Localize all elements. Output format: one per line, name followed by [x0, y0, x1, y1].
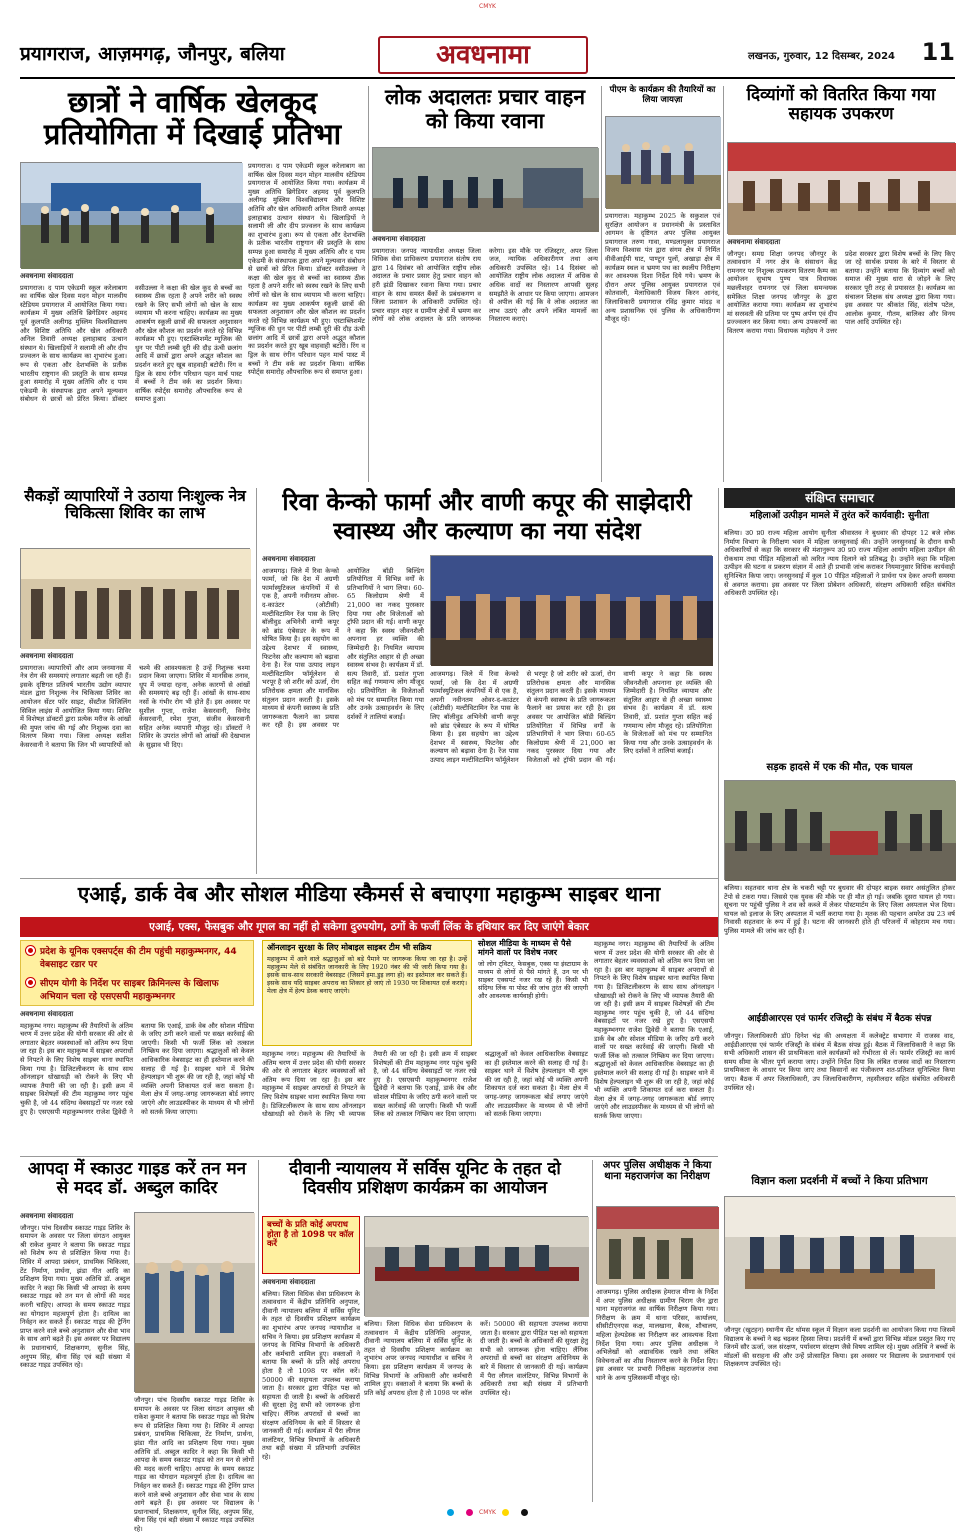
cyber-inset-2 [478, 940, 588, 1046]
briefs-header [724, 488, 955, 508]
briefs-text: बलिया। उ0 प्र0 राज्य महिला आयोग सुनीता श्रीवास्तव ने बुधवार की दोपहर 12 बजे लोक निर्माण विभाग के निरीक्षण भवन में महिला जनसुनवाई की। उन्होंने जनसुनवाई के दौरान सभी अधिकारियों से कहा कि सरकार की मंशानुरूप उ0 प्र0 राज्य महिला आयोग महिला उत्पीड़न की रोकथाम तथा पीड़ित महिलाओं को त्वरित न्याय दिलाने को प्रतिबद्ध है। उन्होंने कहा कि महिला उत्पीड़न की घटना व प्रकरण संज्ञान में आते ही प्रभावी जांच कराकर नियमानुसार विधिक कार्यवाही सुनिश्चित किया जाए। जनसुनवाई में कुल 10 पीड़ित महिलाओं ने प्रार्थना पत्र देकर अपनी समस्या से अवगत कराया। इस अवसर पर जिला प्रोबेशन अधिकारी, संरक्षण अधिकारी सहित संबंधित अधिकारी उपस्थित रहे। [724, 529, 955, 598]
eye-camp-text: प्रयागराज। व्यापारियों और आम जनमानस में नेत्र रोग की समस्याएं लगातार बढ़ती जा रही हैं। इसके दृष्टिगत प्रतिवर्ष भारतीय उद्योग व्यापार मंडल द्वारा निशुल्क नेत्र चिकित्सा शिविर का आयोजन सेंटर फॉर साइट, सेंस्टीज विजिलिंग सिविल लाइंस में आयोजित किया गया। शिविर में विशेषज्ञ डॉक्टरों द्वारा प्रत्येक मरीज के आंखों की मुफ्त जांच की गई और निशुल्क दवा का वितरण किया गया। जिला अध्यक्ष सतीश केसरवानी ने बताया कि जिन भी व्यापारियों को चश्मे की आवश्यकता है उन्हें निशुल्क चश्मा प्रदान किया जाएगा। शिविर में मानसिक तनाव, धूप में ज्यादा रहना, अनेक कारणों से आंखों की समस्याएं बढ़ रही हैं। आंखों के साथ-साथ नसों के गंभीर रोग भी होते हैं। इस अवसर पर सुशील गुप्ता, राजेश केसरवानी, विनोद केसरवानी, रमेश गुप्ता, संजीव केसरवानी सहित अनेक व्यापारी मौजूद रहे। डॉक्टरों ने शिविर के उपरांत लोगों को आंखों की देखभाल के सुझाव भी दिए। [20, 663, 250, 749]
sports-headline-block [20, 86, 365, 160]
sports-headline: छात्रों ने वार्षिक खेलकूद प्रतियोगिता में दिखाई प्रतिभा [43, 85, 342, 152]
civil-court-body-left [262, 1278, 360, 1502]
divyang-headline-block [727, 86, 955, 140]
kenko-body-right [430, 670, 712, 874]
pm-visit-headline: पीएम के कार्यक्रम की तैयारियों का लिया जायज़ा [609, 85, 716, 105]
cyber-headline-block [20, 883, 718, 915]
eye-camp-photo [20, 548, 250, 648]
accident-headline: सड़क हादसे में एक की मौत, एक घायल [766, 762, 913, 773]
bullet-icon [26, 946, 35, 955]
cyber-bullet-1-text: प्रदेश के यूनिक एक्सपर्ट्स की टीम पहुंची महाकुम्भनगर, 44 वेबसाइट रडार पर [40, 947, 237, 970]
lok-adalat-headline-block [372, 86, 598, 146]
divyang-headline: दिव्यांगों को वितरित किया गया सहायक उपकरण [746, 85, 936, 125]
briefs-body [724, 529, 955, 759]
cyber-body-mid [262, 1050, 588, 1152]
civil-court-callout [262, 1216, 360, 1274]
column-rule [718, 488, 719, 988]
kenko-byline: अवधनामा संवाददाता [262, 555, 316, 563]
cyber-banner-text: एआई, एक्स, फेसबुक और गूगल का नहीं हो सकेगा दुरुपयोग, ठगों के फर्जी लिंक के हथियार कर दिए जाएंगे बेकार [149, 921, 589, 933]
section-rule [20, 1156, 718, 1157]
sp-photo [596, 1206, 718, 1284]
kenko-photo [430, 555, 712, 665]
civil-court-headline: दीवानी न्यायालय में सर्विस यूनिट के तहत दो दिवसीय प्रशिक्षण कार्यक्रम का आयोजन [289, 1159, 561, 1199]
column-rule [256, 488, 257, 874]
civil-court-text-left: बलिया। जिला विधिक सेवा प्राधिकरण के तत्वावधान में केंद्रीय प्रतिनिधि अनुपाल, दीवानी न्यायालय बलिया में सर्विस यूनिट के तहत दो दिवसीय प्रशिक्षण कार्यक्रम का शुभारंभ अपर जनपद न्यायाधीश व सचिव ने किया। इस प्रशिक्षण कार्यक्रम में जनपद के विभिन्न विभागों के अधिकारी और कर्मचारी शामिल हुए। वक्ताओं ने बताया कि बच्चों के प्रति कोई अपराध होता है तो 1098 पर कॉल करें। 50000 की सहायता उपलब्ध कराया जाता है। सरकार द्वारा पीड़ित पक्ष को सहायता दी जाती है। बच्चों के अधिकारों की सुरक्षा हेतु सभी को जागरूक होना चाहिए। लैंगिक अपराधों से बच्चों का संरक्षण अधिनियम के बारे में विस्तार से जानकारी दी गई। कार्यक्रम में पैरा लीगल वालंटियर, विभिन्न विभागों के अधिकारी तथा बड़ी संख्या में प्रतिभागी उपस्थित रहे। [262, 1289, 360, 1461]
farmer-body [724, 1032, 955, 1172]
cyber-bullets [20, 940, 254, 1006]
divyang-text: जौनपुर। समग्र शिक्षा जनपद जौनपुर के तत्वावधान में नगर क्षेत्र के संसाधन केंद्र रामनगर पर निशुल्क उपकरण वितरण कैम्प का आयोजन सुभाष पुण्य पात्र विधायक मछलीशहर रामनगर एवं जिला समन्वयक समेकित शिक्षा जनपद जौनपुर के द्वारा आयोजित कराया गया। कार्यक्रम का शुभारंभ मां सरस्वती की प्रतिमा पर पुष्प अर्पण एवं दीप प्रज्ज्वलन कर किया गया। अन्य उपकरणों का वितरण कराया गया। विधायक महोदय ने उत्तर प्रदेश सरकार द्वारा विशेष बच्चों के लिए किए जा रहे सार्थक प्रयास के बारे में विस्तार से बताया। उन्होंने बताया कि दिव्यांग बच्चों को समाज की मुख्य धारा से जोड़ने के लिए सरकार पूरी तरह से प्रयासरत है। कार्यक्रम का संचालन शिक्षक संघ अध्यक्ष द्वारा किया गया। इस अवसर पर श्रीकांत सिंह, संतोष पटेल, आलोक कुमार, गौतम, बालिका और विनय पाल आदि उपस्थित रहे। [727, 249, 955, 335]
cyan-dot-icon [447, 1509, 454, 1516]
science-headline-block [724, 1176, 955, 1194]
farmer-text: जौनपुर। जिलाधिकारी डॉ0 दिनेश चंद्र की अध्यक्षता में कलेक्ट्रेट सभागार में राजस्व वाद, आईडीआरएस एवं फार्मर रजिस्ट्री के संबंध में बैठक संपन्न हुई। बैठक में जिलाधिकारी ने कहा कि सभी अधिकारी शासन की प्राथमिकता वाले कार्यक्रमों को गंभीरता से लें। फार्मर रजिस्ट्री का कार्य समय सीमा के भीतर पूर्ण कराया जाए। उन्होंने निर्देश दिया कि लंबित राजस्व वादों का निस्तारण प्राथमिकता के आधार पर किया जाए तथा किसानों का पंजीकरण शत-प्रतिशत सुनिश्चित किया जाए। बैठक में अपर जिलाधिकारी, उप जिलाधिकारीगण, तहसीलदार सहित संबंधित अधिकारी उपस्थित रहे। [724, 1032, 955, 1092]
scout-text-left: जौनपुर। पांच दिवसीय स्काउट गाइड शिविर के समापन के अवसर पर जिला संगठन आयुक्त श्री राकेश कुमार ने बताया कि स्काउट गाइड को विशेष रूप से प्रशिक्षित किया गया है। शिविर में आपदा प्रबंधन, प्राथमिक चिकित्सा, टेंट निर्माण, प्रार्थना, झंडा गीत आदि का प्रशिक्षण दिया गया। मुख्य अतिथि डॉ. अब्दुल कादिर ने कहा कि किसी भी आपदा के समय स्काउट गाइड को तन मन से लोगों की मदद करनी चाहिए। आपदा के समय स्काउट गाइड का योगदान महत्वपूर्ण होता है। दायित्व का निर्वहन कर सकते हैं। स्काउट गाइड की ट्रेनिंग प्राप्त करने वाले बच्चे अनुशासन और सेवा भाव के साथ आगे बढ़ते हैं। इस अवसर पर विद्यालय के प्रधानाचार्य, शिक्षकगण, सुनील सिंह, अनुपम सिंह, बीना सिंह एवं बड़ी संख्या में स्काउट गाइड उपस्थित रहे। [20, 1223, 130, 1370]
cyber-inset-1-text: महाकुम्भ में आने वाले श्रद्धालुओं को बड़े पैमाने पर जागरूक किया जा रहा है। उन्हें महाकुम्भ मेले से संबंधित जानकारी के लिए 1920 नंबर की भी जारी किया गया है। इसके साथ-साथ सरकारी वेबसाइट (जिसमें इमा.डुइ लगा हो) का इस्तेमाल कर सकते हैं। इसके साथ यदि साइबर अपराध का शिकार हो जाएं तो 1930 पर शिकायत दर्ज कराएं। मेला क्षेत्र में हेल्प डेस्क बनाए जाएंगे। [267, 954, 467, 995]
eye-camp-headline-block [20, 488, 250, 546]
cyber-body-left [20, 1010, 254, 1152]
scout-photo [134, 1212, 254, 1392]
accident-photo [724, 780, 955, 880]
cyber-inset-2-title: सोशल मीडिया के माध्यम से पैसे मांगने वालों पर विशेष नजर [478, 939, 571, 957]
sp-body [596, 1288, 718, 1502]
kenko-body-left [262, 555, 424, 874]
kenko-headline-block [262, 488, 712, 548]
accident-headline-block [724, 762, 955, 778]
sports-photo [20, 162, 242, 268]
scout-byline: अवधनामा संवाददाता [20, 1212, 74, 1220]
sports-text: प्रयागराज। द पाम एकेडमी स्कूल करेलाबाग का वार्षिक खेल दिवस मदन मोहन मालवीय स्टेडियम प्रयागराज में आयोजित किया गया। कार्यक्रम में मुख्य अतिथि ब्रिगेडियर अहमद पूर्व कुलपति अलीगढ़ मुस्लिम विश्वविद्यालय और विशिष्ट अतिथि और खेल अधिकारी अनिल तिवारी अध्यक्ष इलाहाबाद उत्थान संस्थान थे। खिलाड़ियों ने सलामी ली और दीप प्रज्वलन के साथ कार्यक्रम का शुभारंभ हुआ। रूप से एकता और देशभक्ति के प्रतीक भारतीय राष्ट्रगान की प्रस्तुति के साथ सम्पन्न हुआ समारोह में मुख्य अतिथि और द पाम एकेडमी के संस्थापक द्वारा अपने मूल्यवान संबोधन से छात्रों को प्रेरित किया। डॉक्टर वसीउल्ला ने कक्षा की खेल कूद से बच्चों का स्वास्थ्य ठीक रहता है अपने शरीर को स्वस्थ रखने के लिए सभी लोगों को खेल के साथ व्यायाम भी करना चाहिए। कार्यक्रम का मुख्य आकर्षण स्कूली छात्रों की सफलता अनुशासन और खेल कौशल का प्रदर्शन करते रहे विभिन्न कार्यक्रम भी हुए। एस्टाब्लिशमेंट म्यूजिक की धुन पर पीटी लम्बी दूरी की दौड़ ऊंची छलांग आदि में छात्रों द्वारा अपने अद्भुत कौशल का प्रदर्शन करते हुए खूब वाहवाही बटोरी। रिंग व ड्रिल के साथ रंगीन परिधान पहन मार्च पास्ट में बच्चों ने टीम वर्क का प्रदर्शन किया। वार्षिक स्पोर्ट्स समारोह औपचारिक रूप से समाप्त हुआ। [20, 283, 242, 404]
cyber-text-mid: महाकुम्भ नगर। महाकुम्भ की तैयारियों के अंतिम चरण में उत्तर प्रदेश की योगी सरकार की ओर से लगातार बेहतर व्यवस्थाओं को अंतिम रूप दिया जा रहा है। इस बार महाकुम्भ में साइबर अपराधों से निपटने के लिए विशेष साइबर थाना स्थापित किया गया है। डिजिटलीकरण के साथ साथ ऑनलाइन धोखाधड़ी को रोकने के लिए भी व्यापक तैयारी की जा रही है। इसी क्रम में साइबर विशेषज्ञों की टीम महाकुम्भ नगर पहुंच चुकी है, जो 44 संदिग्ध वेबसाइटों पर नजर रखे हुए है। एसएसपी महाकुम्भनगर राजेश द्विवेदी ने बताया कि एआई, डार्क वेब और सोशल मीडिया के जरिए ठगी करने वालों पर सख्त कार्रवाई की जाएगी। किसी भी फर्जी लिंक को तत्काल निष्क्रिय कर दिया जाएगा। श्रद्धालुओं को केवल आधिकारिक वेबसाइट का ही इस्तेमाल करने की सलाह दी गई है। साइबर थाने में विशेष हेल्पलाइन भी शुरू की जा रही है, जहां कोई भी व्यक्ति अपनी शिकायत दर्ज करा सकता है। मेला क्षेत्र में जगह-जगह जागरूकता बोर्ड लगाए जाएंगे और लाउडस्पीकर के माध्यम से भी लोगों को सतर्क किया जाएगा। [262, 1050, 588, 1119]
kenko-text-right: आजमगढ़। जिले में रिवा केन्को फार्मा, जो कि देश में अग्रणी फार्मास्युटिकल कंपनियों में से एक है, अपनी नवीनतम ओवर-द-काउंटर (ओटीसी) मल्टीविटामिन रेंज पास के लिए बॉलीवुड अभिनेत्री वाणी कपूर को ब्रांड एंबेसडर के रूप में घोषित किया है। इस सहयोग का उद्देश्य देशभर में स्वास्थ्य, फिटनेस और कल्याण को बढ़ावा देना है। रेंज पास उत्पाद लाइन मल्टीविटामिन फॉर्मूलेशन से भरपूर है जो शरीर को ऊर्जा, रोग प्रतिरोधक क्षमता और मानसिक संतुलन प्रदान करती है। इसके माध्यम से कंपनी स्वास्थ्य के प्रति जागरूकता फैलाने का प्रयास कर रही है। इस अवसर पर आयोजित बॉडी बिल्डिंग प्रतियोगिता में विभिन्न वर्गों के प्रतिभागियों ने भाग लिया। 60-65 किलोग्राम श्रेणी में 21,000 का नकद पुरस्कार दिया गया और विजेताओं को ट्रॉफी प्रदान की गई। वाणी कपूर ने कहा कि स्वस्थ जीवनशैली अपनाना हर व्यक्ति की जिम्मेदारी है। नियमित व्यायाम और संतुलित आहार से ही अच्छा स्वास्थ्य संभव है। कार्यक्रम में डॉ. सत्य तिवारी, डॉ. प्रशांत गुप्ता सहित कई गणमान्य लोग मौजूद रहे। प्रतियोगिता के विजेताओं को मंच पर सम्मानित किया गया और उनके उत्साहवर्धन के लिए दर्शकों ने तालियां बजाईं। [430, 670, 712, 764]
sports-body [20, 272, 242, 482]
eye-camp-byline: अवधनामा संवाददाता [20, 652, 74, 660]
briefs-subhead-block [724, 511, 955, 527]
divyang-body [727, 238, 955, 482]
cyber-banner [20, 917, 718, 937]
civil-court-callout-text: बच्चों के प्रति कोई अपराध होता है तो 1098 पर कॉल करें [267, 1220, 354, 1250]
science-text: जौनपुर (खुटहन) स्थानीय सेंट थॉमस स्कूल में विज्ञान कला प्रदर्शनी का आयोजन किया गया जिसमें विद्यालय के बच्चों ने बढ़ चढ़कर हिस्सा लिया। प्रदर्शनी में बच्चों द्वारा विभिन्न मॉडल प्रस्तुत किए गए जिनमें सौर ऊर्जा, जल संरक्षण, पर्यावरण संरक्षण जैसे विषय शामिल रहे। मुख्य अतिथि ने बच्चों के मॉडलों की सराहना की और उन्हें प्रोत्साहित किया। इस अवसर पर विद्यालय के प्रधानाचार्य एवं शिक्षकगण उपस्थित रहे। [724, 1326, 955, 1369]
bullet-icon [26, 978, 35, 987]
lok-adalat-byline: अवधनामा संवाददाता [372, 235, 426, 243]
section-rule [20, 878, 718, 879]
civil-court-text-right: बलिया। जिला विधिक सेवा प्राधिकरण के तत्वावधान में केंद्रीय प्रतिनिधि अनुपाल, दीवानी न्यायालय बलिया में सर्विस यूनिट के तहत दो दिवसीय प्रशिक्षण कार्यक्रम का शुभारंभ अपर जनपद न्यायाधीश व सचिव ने किया। इस प्रशिक्षण कार्यक्रम में जनपद के विभिन्न विभागों के अधिकारी और कर्मचारी शामिल हुए। वक्ताओं ने बताया कि बच्चों के प्रति कोई अपराध होता है तो 1098 पर कॉल करें। 50000 की सहायता उपलब्ध कराया जाता है। सरकार द्वारा पीड़ित पक्ष को सहायता दी जाती है। बच्चों के अधिकारों की सुरक्षा हेतु सभी को जागरूक होना चाहिए। लैंगिक अपराधों से बच्चों का संरक्षण अधिनियम के बारे में विस्तार से जानकारी दी गई। कार्यक्रम में पैरा लीगल वालंटियर, विभिन्न विभागों के अधिकारी तथा बड़ी संख्या में प्रतिभागी उपस्थित रहे। [364, 1320, 588, 1397]
printer-mark-bottom: CMYK [479, 1508, 496, 1516]
magenta-dot-icon [466, 1509, 473, 1516]
pm-visit-body [605, 212, 720, 482]
cyber-text-left: महाकुम्भ नगर। महाकुम्भ की तैयारियों के अंतिम चरण में उत्तर प्रदेश की योगी सरकार की ओर से लगातार बेहतर व्यवस्थाओं को अंतिम रूप दिया जा रहा है। इस बार महाकुम्भ में साइबर अपराधों से निपटने के लिए विशेष साइबर थाना स्थापित किया गया है। डिजिटलीकरण के साथ साथ ऑनलाइन धोखाधड़ी को रोकने के लिए भी व्यापक तैयारी की जा रही है। इसी क्रम में साइबर विशेषज्ञों की टीम महाकुम्भ नगर पहुंच चुकी है, जो 44 संदिग्ध वेबसाइटों पर नजर रखे हुए है। एसएसपी महाकुम्भनगर राजेश द्विवेदी ने बताया कि एआई, डार्क वेब और सोशल मीडिया के जरिए ठगी करने वालों पर सख्त कार्रवाई की जाएगी। किसी भी फर्जी लिंक को तत्काल निष्क्रिय कर दिया जाएगा। श्रद्धालुओं को केवल आधिकारिक वेबसाइट का ही इस्तेमाल करने की सलाह दी गई है। साइबर थाने में विशेष हेल्पलाइन भी शुरू की जा रही है, जहां कोई भी व्यक्ति अपनी शिकायत दर्ज करा सकता है। मेला क्षेत्र में जगह-जगह जागरूकता बोर्ड लगाए जाएंगे और लाउडस्पीकर के माध्यम से भी लोगों को सतर्क किया जाएगा। [20, 1021, 254, 1116]
accident-body [724, 884, 955, 1010]
cyber-bullet-1 [21, 941, 253, 973]
science-photo [724, 1196, 955, 1322]
lok-adalat-headline: लोक अदालतः प्रचार वाहन को किया रवाना [384, 85, 586, 133]
column-rule [368, 86, 369, 482]
cyber-byline: अवधनामा संवाददाता [20, 1010, 74, 1018]
civil-court-body-right [364, 1320, 588, 1502]
eye-camp-headline: सैकड़ों व्यापारियों ने उठाया निःशुल्क नेत्र चिकित्सा शिविर का लाभ [24, 487, 246, 523]
lok-adalat-body [372, 235, 598, 482]
pm-visit-photo [605, 116, 720, 208]
pm-visit-text: प्रयागराज। महाकुम्भ 2025 के सकुशल एवं सुरक्षित आयोजन व प्रधानमंत्री के प्रस्तावित आगमन के दृष्टिगत अपर पुलिस आयुक्त प्रयागराज तरुण गावा, मण्डलायुक्त प्रयागराज विजय विश्वास पंत द्वारा संगम क्षेत्र में निर्मित वीवीआईपी घाट, पाण्टून पुलों, अखाड़ा क्षेत्र में कार्यक्रम स्थल व भ्रमण पथ का स्थलीय निरीक्षण कर आवश्यक दिशा निर्देश दिये गये। भ्रमण के दौरान अपर पुलिस आयुक्त प्रयागराज एवं कोतवाली, मेलाधिकारी विजय किरन आनंद, जिलाधिकारी प्रयागराज रविंद्र कुमार मांदड़ व अन्य प्रशासनिक एवं पुलिस के अधिकारीगण मौजूद रहे। [605, 212, 720, 324]
civil-court-byline: अवधनामा संवाददाता [262, 1278, 316, 1286]
science-headline: विज्ञान कला प्रदर्शनी में बच्चों ने किया प्रतिभाग [751, 1175, 928, 1187]
column-rule [258, 1160, 259, 1502]
science-body [724, 1326, 955, 1502]
black-dot-icon [521, 1509, 528, 1516]
kenko-text-left: आजमगढ़। जिले में रिवा केन्को फार्मा, जो कि देश में अग्रणी फार्मास्युटिकल कंपनियों में से एक है, अपनी नवीनतम ओवर-द-काउंटर (ओटीसी) मल्टीविटामिन रेंज पास के लिए बॉलीवुड अभिनेत्री वाणी कपूर को ब्रांड एंबेसडर के रूप में घोषित किया है। इस सहयोग का उद्देश्य देशभर में स्वास्थ्य, फिटनेस और कल्याण को बढ़ावा देना है। रेंज पास उत्पाद लाइन मल्टीविटामिन फॉर्मूलेशन से भरपूर है जो शरीर को ऊर्जा, रोग प्रतिरोधक क्षमता और मानसिक संतुलन प्रदान करती है। इसके माध्यम से कंपनी स्वास्थ्य के प्रति जागरूकता फैलाने का प्रयास कर रही है। इस अवसर पर आयोजित बॉडी बिल्डिंग प्रतियोगिता में विभिन्न वर्गों के प्रतिभागियों ने भाग लिया। 60-65 किलोग्राम श्रेणी में 21,000 का नकद पुरस्कार दिया गया और विजेताओं को ट्रॉफी प्रदान की गई। वाणी कपूर ने कहा कि स्वस्थ जीवनशैली अपनाना हर व्यक्ति की जिम्मेदारी है। नियमित व्यायाम और संतुलित आहार से ही अच्छा स्वास्थ्य संभव है। कार्यक्रम में डॉ. सत्य तिवारी, डॉ. प्रशांत गुप्ता सहित कई गणमान्य लोग मौजूद रहे। प्रतियोगिता के विजेताओं को मंच पर सम्मानित किया गया और उनके उत्साहवर्धन के लिए दर्शकों ने तालियां बजाईं। [262, 566, 424, 730]
divyang-photo [727, 142, 955, 234]
kenko-headline: रिवा केन्को फार्मा और वाणी कपूर की साझेदारी स्वास्थ्य और कल्याण का नया संदेश [282, 488, 692, 545]
cyber-bullet-2 [21, 973, 253, 1005]
cyber-inset-1 [262, 940, 472, 1046]
sp-text: आजमगढ़। पुलिस अधीक्षक हेमराज मीणा के निर्देश में अपर पुलिस अधीक्षक ग्रामीण चिराग जैन द्वारा थाना महराजगंज का वार्षिक निरीक्षण किया गया। निरीक्षण के क्रम में थाना परिसर, कार्यालय, सीसीटीएनएस कक्ष, मालखाना, बैरक, शौचालय, महिला हेल्पडेस्क का निरीक्षण कर आवश्यक दिशा निर्देश दिया गया। अपर पुलिस अधीक्षक ने अभिलेखों को अद्यावधिक रखने तथा लंबित विवेचनाओं का शीघ्र निस्तारण करने के निर्देश दिए। इस अवसर पर प्रभारी निरीक्षक महराजगंज तथा थाने के अन्य पुलिसकर्मी मौजूद रहे। [596, 1288, 718, 1382]
scout-headline-block [20, 1160, 254, 1208]
section-title: प्रयागराज, आज़मगढ़, जौनपुर, बलिया [20, 43, 285, 65]
scout-body-right [134, 1396, 254, 1533]
briefs-subheadline: महिलाओं उत्पीड़न मामले में तुरंत करें कार्यवाही: सुनीता [750, 511, 929, 521]
eye-camp-body [20, 652, 250, 874]
cyber-text-right: महाकुम्भ नगर। महाकुम्भ की तैयारियों के अंतिम चरण में उत्तर प्रदेश की योगी सरकार की ओर से लगातार बेहतर व्यवस्थाओं को अंतिम रूप दिया जा रहा है। इस बार महाकुम्भ में साइबर अपराधों से निपटने के लिए विशेष साइबर थाना स्थापित किया गया है। डिजिटलीकरण के साथ साथ ऑनलाइन धोखाधड़ी को रोकने के लिए भी व्यापक तैयारी की जा रही है। इसी क्रम में साइबर विशेषज्ञों की टीम महाकुम्भ नगर पहुंच चुकी है, जो 44 संदिग्ध वेबसाइटों पर नजर रखे हुए है। एसएसपी महाकुम्भनगर राजेश द्विवेदी ने बताया कि एआई, डार्क वेब और सोशल मीडिया के जरिए ठगी करने वालों पर सख्त कार्रवाई की जाएगी। किसी भी फर्जी लिंक को तत्काल निष्क्रिय कर दिया जाएगा। श्रद्धालुओं को केवल आधिकारिक वेबसाइट का ही इस्तेमाल करने की सलाह दी गई है। साइबर थाने में विशेष हेल्पलाइन भी शुरू की जा रही है, जहां कोई भी व्यक्ति अपनी शिकायत दर्ज करा सकता है। मेला क्षेत्र में जगह-जगह जागरूकता बोर्ड लगाए जाएंगे और लाउडस्पीकर के माध्यम से भी लोगों को सतर्क किया जाएगा। [594, 940, 714, 1120]
scout-body-left [20, 1212, 130, 1502]
lok-adalat-text: प्रयागराज। जनपद न्यायाधीश अध्यक्ष जिला विधिक सेवा प्राधिकरण प्रयागराज संतोष राय द्वारा 14 दिसंबर को आयोजित राष्ट्रीय लोक अदालत के प्रचार प्रसार हेतु प्रचार वाहन को हरी झंडी दिखाकर रवाना किया गया। प्रचार वाहन के साथ समस्त बैंकों के प्रबंधकगण व जिला प्रशासन के अधिकारी उपस्थित रहे। प्रचार वाहन शहर व ग्रामीण क्षेत्रों में भ्रमण कर लोगों को लोक अदालत के प्रति जागरूक करेगा। इस मौके पर रजिस्ट्रार, अपर जिला जज, न्यायिक अधिकारीगण तथा अन्य अधिकारी उपस्थित रहे। 14 दिसंबर को आयोजित राष्ट्रीय लोक अदालत में अधिक से अधिक वादों का निस्तारण आपसी सुलह समझौते के आधार पर किया जाएगा। आमजन से अपील की गई कि वे लोक अदालत का लाभ उठाएं और अपने लंबित मामलों का निस्तारण कराएं। [372, 246, 598, 324]
column-rule [601, 86, 602, 482]
sports-body-continued [248, 162, 365, 482]
masthead [378, 36, 588, 74]
accident-text: बलिया। सहतवार थाना क्षेत्र के चकरी चट्टी पर बुधवार की दोपहर बाइक सवार असंतुलित होकर टेंपो से टकरा गया। जिससे एक युवक की मौके पर ही मौत हो गई। जबकि दूसरा घायल हो गया। सूचना पर पहुंची पुलिस ने शव को कब्जे में लेकर पोस्टमार्टम के लिए जिला अस्पताल भेज दिया। घायल को इलाज के लिए अस्पताल में भर्ती कराया गया है। मृतक की पहचान अमरेश उम्र 23 वर्ष निवासी सहतवार के रूप में हुई है। घटना की जानकारी होते ही परिजनों में कोहराम मच गया। पुलिस मामले की जांच कर रही है। [724, 884, 955, 935]
scout-headline: आपदा में स्काउट गाइड करें तन मन से मदद डॉ. अब्दुल कादिर [27, 1159, 247, 1199]
masthead-title: अवधनामा [436, 40, 530, 70]
column-rule [592, 1160, 593, 1502]
farmer-headline: आईडीआरएस एवं फार्मर रजिस्ट्री के संबंध में बैठक संपन्न [747, 1014, 932, 1024]
cyber-body-right [594, 940, 714, 1152]
scout-text-right: जौनपुर। पांच दिवसीय स्काउट गाइड शिविर के समापन के अवसर पर जिला संगठन आयुक्त श्री राकेश कुमार ने बताया कि स्काउट गाइड को विशेष रूप से प्रशिक्षित किया गया है। शिविर में आपदा प्रबंधन, प्राथमिक चिकित्सा, टेंट निर्माण, प्रार्थना, झंडा गीत आदि का प्रशिक्षण दिया गया। मुख्य अतिथि डॉ. अब्दुल कादिर ने कहा कि किसी भी आपदा के समय स्काउट गाइड को तन मन से लोगों की मदद करनी चाहिए। आपदा के समय स्काउट गाइड का योगदान महत्वपूर्ण होता है। दायित्व का निर्वहन कर सकते हैं। स्काउट गाइड की ट्रेनिंग प्राप्त करने वाले बच्चे अनुशासन और सेवा भाव के साथ आगे बढ़ते हैं। इस अवसर पर विद्यालय के प्रधानाचार्य, शिक्षकगण, सुनील सिंह, अनुपम सिंह, बीना सिंह एवं बड़ी संख्या में स्काउट गाइड उपस्थित रहे। [134, 1396, 254, 1533]
top-registration-strip [0, 2, 975, 10]
page-header [20, 36, 955, 74]
pm-visit-headline-block [605, 86, 720, 114]
cyber-headline: एआई, डार्क वेब और सोशल मीडिया स्कैमर्स से बचाएगा महाकुम्भ साइबर थाना [77, 882, 661, 906]
briefs-header-label: संक्षिप्त समाचार [805, 491, 874, 505]
sp-headline-block [596, 1160, 718, 1204]
cyber-inset-1-title: ऑनलाइन सुरक्षा के लिए मोबाइल साइबर टीम भी सक्रिय [267, 943, 432, 952]
page-number: 11 [921, 38, 955, 66]
civil-court-photo [364, 1216, 588, 1316]
column-rule [723, 86, 724, 482]
farmer-headline-block [724, 1014, 955, 1030]
sports-text-col: प्रयागराज। द पाम एकेडमी स्कूल करेलाबाग का वार्षिक खेल दिवस मदन मोहन मालवीय स्टेडियम प्रयागराज में आयोजित किया गया। कार्यक्रम में मुख्य अतिथि ब्रिगेडियर अहमद पूर्व कुलपति अलीगढ़ मुस्लिम विश्वविद्यालय और विशिष्ट अतिथि और खेल अधिकारी अनिल तिवारी अध्यक्ष इलाहाबाद उत्थान संस्थान थे। खिलाड़ियों ने सलामी ली और दीप प्रज्वलन के साथ कार्यक्रम का शुभारंभ हुआ। रूप से एकता और देशभक्ति के प्रतीक भारतीय राष्ट्रगान की प्रस्तुति के साथ सम्पन्न हुआ समारोह में मुख्य अतिथि और द पाम एकेडमी के संस्थापक द्वारा अपने मूल्यवान संबोधन से छात्रों को प्रेरित किया। डॉक्टर वसीउल्ला ने कक्षा की खेल कूद से बच्चों का स्वास्थ्य ठीक रहता है अपने शरीर को स्वस्थ रखने के लिए सभी लोगों को खेल के साथ व्यायाम भी करना चाहिए। कार्यक्रम का मुख्य आकर्षण स्कूली छात्रों की सफलता अनुशासन और खेल कौशल का प्रदर्शन करते रहे विभिन्न कार्यक्रम भी हुए। एस्टाब्लिशमेंट म्यूजिक की धुन पर पीटी लम्बी दूरी की दौड़ ऊंची छलांग आदि में छात्रों द्वारा अपने अद्भुत कौशल का प्रदर्शन करते हुए खूब वाहवाही बटोरी। रिंग व ड्रिल के साथ रंगीन परिधान पहन मार्च पास्ट में बच्चों ने टीम वर्क का प्रदर्शन किया। वार्षिक स्पोर्ट्स समारोह औपचारिक रूप से समाप्त हुआ। [248, 162, 365, 377]
header-rule [20, 77, 955, 79]
yellow-dot-icon [502, 1509, 509, 1516]
cyber-bullet-2-text: सीएम योगी के निर्देश पर साइबर क्रिमिनल्स के खिलाफ अभियान चला रहे एसएसपी महाकुम्भनगर [40, 979, 219, 1002]
printer-mark: CMYK [479, 2, 496, 10]
cyber-inset-2-text: जो लोग ट्विटर, फेसबुक, एक्स या इंस्टाग्राम के माध्यम से लोगों से पैसे मांगते हैं, उन पर भी साइबर एक्सपर्ट नजर रख रहे हैं। किसी भी संदिग्ध लिंक या पोस्ट की जांच तुरंत की जाएगी और आवश्यक कार्यवाही होगी। [478, 959, 588, 1000]
sp-headline: अपर पुलिस अधीक्षक ने किया थाना महराजगंज का निरीक्षण [602, 1160, 712, 1183]
dateline: लखनऊ, गुरुवार, 12 दिसम्बर, 2024 [748, 51, 895, 62]
sports-byline: अवधनामा संवाददाता [20, 272, 74, 280]
divyang-byline: अवधनामा संवाददाता [727, 238, 781, 246]
lok-adalat-photo [372, 147, 598, 231]
civil-court-headline-block [262, 1160, 588, 1214]
